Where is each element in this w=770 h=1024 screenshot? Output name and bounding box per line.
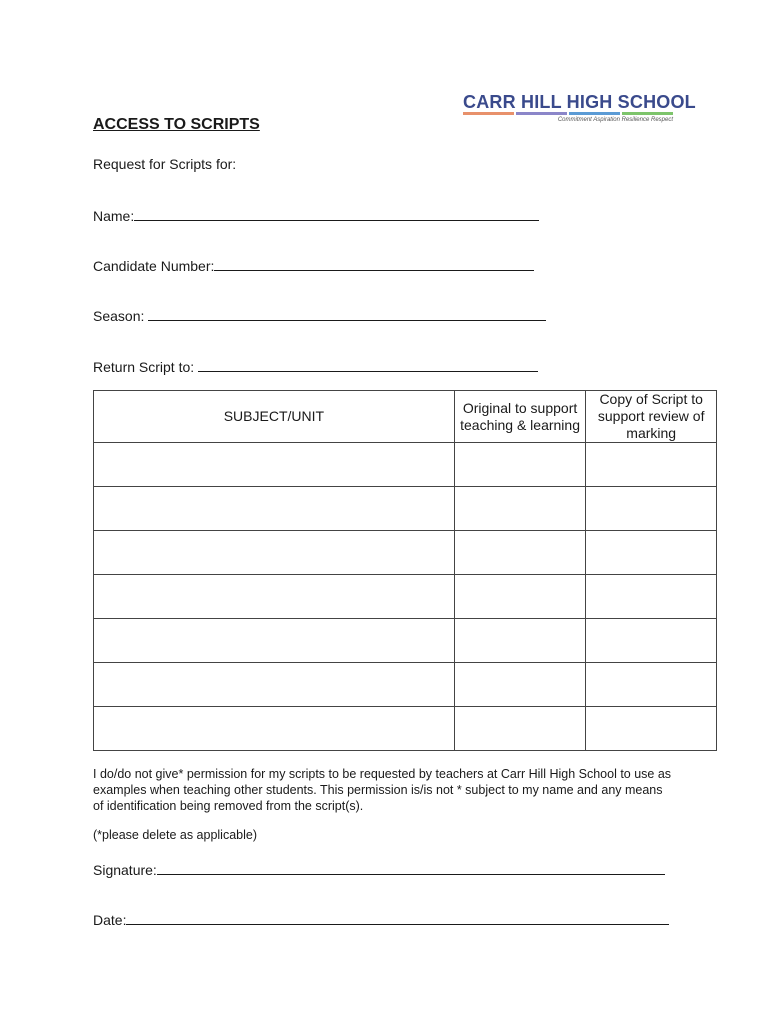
logo-bar-3	[569, 112, 620, 115]
school-logo	[463, 92, 696, 128]
logo-bar-1	[463, 112, 514, 115]
table-row	[94, 619, 717, 663]
candidate-number-blank[interactable]	[214, 256, 534, 271]
logo-color-bars	[463, 112, 673, 115]
subject-cell[interactable]	[94, 487, 455, 531]
signature-label: Signature:	[93, 862, 157, 878]
candidate-number-label: Candidate Number:	[93, 258, 215, 274]
copy-cell[interactable]	[586, 575, 717, 619]
table-row	[94, 531, 717, 575]
logo-bar-2	[516, 112, 567, 115]
original-cell[interactable]	[454, 575, 586, 619]
table-row	[94, 487, 717, 531]
logo-bar-4	[622, 112, 673, 115]
table-row	[94, 707, 717, 751]
page-title: ACCESS TO SCRIPTS	[93, 116, 260, 133]
name-field[interactable]	[93, 206, 539, 224]
table-row	[94, 663, 717, 707]
subject-cell[interactable]	[94, 443, 455, 487]
name-blank[interactable]	[134, 206, 539, 221]
return-script-blank[interactable]	[198, 357, 538, 372]
scripts-table	[93, 390, 717, 751]
subject-cell[interactable]	[94, 575, 455, 619]
date-field[interactable]	[93, 910, 669, 928]
signature-blank[interactable]	[157, 860, 665, 875]
table-row	[94, 443, 717, 487]
original-cell[interactable]	[454, 487, 586, 531]
copy-cell[interactable]	[586, 443, 717, 487]
subject-cell[interactable]	[94, 619, 455, 663]
permission-statement: I do/do not give* permission for my scripts to be requested by teachers at Carr Hill High School to use as examples when teaching other students. This permission is/is not * subject to my name and any means of identification being removed from the script(s).	[93, 767, 672, 813]
table-row	[94, 575, 717, 619]
copy-cell[interactable]	[586, 487, 717, 531]
name-label: Name:	[93, 208, 135, 224]
candidate-number-field[interactable]	[93, 256, 534, 274]
signature-field[interactable]	[93, 860, 665, 878]
date-blank[interactable]	[126, 910, 669, 925]
header-copy: Copy of Script to support review of marking	[586, 391, 717, 443]
date-label: Date:	[93, 912, 127, 928]
request-line: Request for Scripts for:	[93, 156, 237, 172]
original-cell[interactable]	[454, 619, 586, 663]
school-tagline: Commitment Aspiration Resilience Respect	[557, 117, 673, 123]
return-script-label: Return Script to:	[93, 359, 199, 375]
copy-cell[interactable]	[586, 707, 717, 751]
original-cell[interactable]	[454, 663, 586, 707]
original-cell[interactable]	[454, 443, 586, 487]
subject-cell[interactable]	[94, 663, 455, 707]
season-label: Season:	[93, 308, 149, 324]
delete-note: (*please delete as applicable)	[93, 828, 257, 842]
copy-cell[interactable]	[586, 619, 717, 663]
subject-cell[interactable]	[94, 707, 455, 751]
subject-cell[interactable]	[94, 531, 455, 575]
table-header-row	[94, 391, 717, 443]
copy-cell[interactable]	[586, 663, 717, 707]
header-subject: SUBJECT/UNIT	[94, 391, 455, 443]
school-name: CARR HILL HIGH SCHOOL	[463, 92, 696, 112]
season-blank[interactable]	[148, 306, 546, 321]
header-original: Original to support teaching & learning	[454, 391, 586, 443]
season-field[interactable]	[93, 306, 546, 324]
original-cell[interactable]	[454, 707, 586, 751]
original-cell[interactable]	[454, 531, 586, 575]
copy-cell[interactable]	[586, 531, 717, 575]
return-script-field[interactable]	[93, 357, 538, 375]
